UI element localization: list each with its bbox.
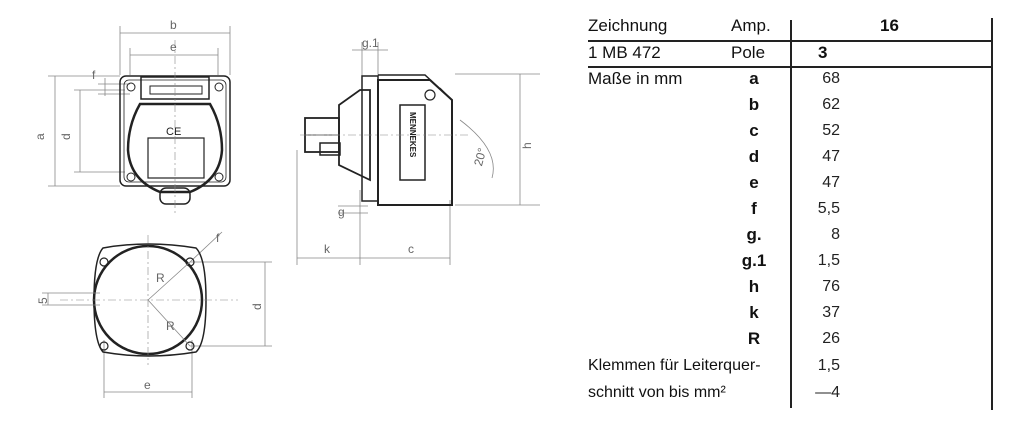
column-divider-right <box>991 18 993 410</box>
klemmen-value-2: —4 <box>815 384 840 401</box>
column-divider-center <box>790 20 792 408</box>
klemmen-line-1: Klemmen für Leiterquer- <box>588 357 761 374</box>
row-label-k: k <box>749 303 759 322</box>
row-label-c: c <box>749 121 759 140</box>
row-label-r: R <box>747 329 761 348</box>
zeichnung-label: Zeichnung <box>588 16 668 35</box>
dim-label-r2: R <box>166 319 175 333</box>
row-label-g: g. <box>746 225 762 244</box>
row-value-r: 26 <box>822 330 840 347</box>
masse-label: Maße in mm <box>588 69 683 88</box>
row-label-f: f <box>751 199 757 218</box>
pole-value: 3 <box>818 43 828 62</box>
row-label-d: d <box>748 147 760 166</box>
dim-label-5: 5 <box>36 297 50 304</box>
side-view <box>297 42 540 265</box>
dim-label-d-bottom: d <box>250 303 264 310</box>
row-value-f: 5,5 <box>817 200 840 217</box>
dim-label-b: b <box>170 18 177 32</box>
dim-label-f-bottom: f <box>216 231 220 245</box>
model-label: 1 MB 472 <box>588 43 661 62</box>
dim-label-e: e <box>170 40 177 54</box>
dim-label-r1: R <box>156 271 165 285</box>
row-value-b: 62 <box>822 96 840 113</box>
dim-label-k: k <box>324 242 330 256</box>
klemmen-line-2: schnitt von bis mm² <box>588 384 726 401</box>
dim-label-e-bottom: e <box>144 378 151 392</box>
brand-label: MENNEKES <box>408 112 417 158</box>
ce-mark: CE <box>166 126 182 138</box>
dim-label-g1: g.1 <box>362 36 379 50</box>
mounting-view <box>42 232 272 398</box>
row-value-c: 52 <box>822 122 840 139</box>
amp-value: 16 <box>880 16 899 35</box>
dim-label-angle: 20° <box>471 146 490 168</box>
row-value-d: 47 <box>822 148 840 165</box>
row-label-b: b <box>748 95 760 114</box>
dim-label-a: a <box>33 133 47 140</box>
dim-label-h: h <box>520 142 534 149</box>
row-label-a: a <box>749 69 759 88</box>
row-value-g1: 1,5 <box>817 252 840 269</box>
row-value-k: 37 <box>822 304 840 321</box>
row-label-h: h <box>748 277 760 296</box>
dim-label-d: d <box>59 133 73 140</box>
amp-label: Amp. <box>731 16 771 35</box>
dim-label-g: g <box>338 205 345 219</box>
front-view <box>48 26 230 215</box>
row-label-e: e <box>749 173 759 192</box>
dim-label-f: f <box>92 68 96 82</box>
klemmen-value-1: 1,5 <box>817 357 840 374</box>
row-label-g1: g.1 <box>741 251 767 270</box>
row-value-g: 8 <box>831 226 840 243</box>
pole-label: Pole <box>731 43 766 62</box>
row-value-a: 68 <box>822 70 840 87</box>
row-value-e: 47 <box>822 174 840 191</box>
dim-label-c: c <box>408 242 414 256</box>
row-value-h: 76 <box>822 278 840 295</box>
